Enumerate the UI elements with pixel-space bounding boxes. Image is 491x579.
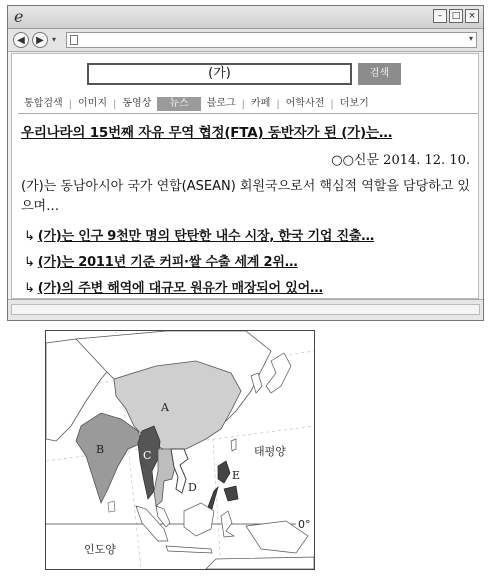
back-button[interactable]: ◀ — [13, 32, 29, 48]
label-c: C — [143, 449, 152, 462]
asia-map — [45, 330, 315, 570]
tab-dictionary[interactable]: 어학사전 — [285, 98, 325, 109]
search-button[interactable]: 검색 — [358, 63, 401, 85]
tab-videos[interactable]: 동영상 — [122, 98, 152, 109]
navigation-bar — [8, 29, 483, 52]
address-bar[interactable] — [66, 32, 477, 48]
status-bar — [8, 299, 483, 320]
related-link-text: (가)의 주변 해역에 대규모 원유가 매장되어 있어… — [37, 281, 323, 296]
label-d: D — [188, 481, 197, 494]
tab-divider: | — [68, 98, 73, 110]
sri-lanka-shape — [108, 501, 115, 512]
browser-window — [7, 5, 484, 321]
browser-logo-icon: e — [14, 7, 24, 26]
borneo-shape — [184, 503, 214, 536]
address-dropdown-icon[interactable]: ▾ — [468, 34, 473, 43]
label-e: E — [232, 469, 241, 482]
tab-integrated[interactable]: 통합검색 — [24, 98, 63, 109]
news-source-date: ○○신문 2014. 12. 10. — [331, 153, 470, 168]
tab-cafe[interactable]: 카페 — [251, 98, 271, 109]
tab-divider: | — [276, 98, 280, 110]
tab-blogs[interactable]: 블로그 — [206, 98, 236, 109]
tab-images[interactable]: 이미지 — [78, 98, 107, 109]
related-link-text: (가)는 인구 9천만 명의 탄탄한 내수 시장, 한국 기업 진출… — [37, 229, 375, 244]
related-link-1[interactable] — [24, 225, 374, 244]
minimize-button[interactable]: – — [433, 9, 447, 23]
page-content — [11, 53, 479, 299]
return-arrow-icon: ↳ — [24, 229, 35, 244]
search-tabs — [18, 95, 478, 114]
pacific-ocean-label: 태평양 — [254, 445, 286, 458]
horizontal-scrollbar[interactable] — [11, 304, 480, 315]
forward-button[interactable]: ▶ — [32, 32, 48, 48]
label-b: B — [96, 443, 105, 456]
search-input[interactable]: (가) — [87, 63, 352, 85]
return-arrow-icon: ↳ — [24, 281, 35, 296]
taiwan-shape — [231, 439, 236, 451]
map-drawing — [46, 331, 314, 569]
tab-divider: | — [330, 98, 334, 110]
chevron-down-icon[interactable]: ▾ — [52, 35, 57, 44]
title-bar — [8, 6, 483, 29]
related-link-text: (가)는 2011년 기준 커피·쌀 수출 세계 2위… — [37, 255, 298, 270]
equator-label: 0° — [298, 518, 311, 531]
japan-shape — [266, 353, 291, 393]
page-icon — [70, 35, 78, 45]
java-shape — [166, 546, 212, 553]
region-b-india — [76, 413, 142, 503]
close-button[interactable]: × — [465, 9, 479, 23]
tab-divider: | — [113, 98, 117, 110]
related-link-2[interactable] — [24, 251, 298, 270]
tab-divider: | — [241, 98, 246, 110]
maximize-button[interactable]: □ — [449, 9, 463, 23]
australia-shape — [206, 557, 314, 569]
news-headline-link[interactable]: 우리나라의 15번째 자유 무역 협정(FTA) 동반자가 된 (가)는… — [21, 125, 393, 141]
related-link-3[interactable] — [24, 277, 323, 296]
return-arrow-icon: ↳ — [24, 255, 35, 270]
window-controls — [433, 9, 479, 23]
tab-more[interactable]: 더보기 — [339, 98, 369, 109]
indian-ocean-label: 인도양 — [84, 543, 116, 556]
news-snippet: (가)는 동남아시아 국가 연합(ASEAN) 회원국으로서 핵심적 역할을 담당하고 있으며… — [21, 179, 470, 214]
label-a: A — [161, 401, 169, 414]
tab-news[interactable]: 뉴스 — [157, 97, 200, 111]
